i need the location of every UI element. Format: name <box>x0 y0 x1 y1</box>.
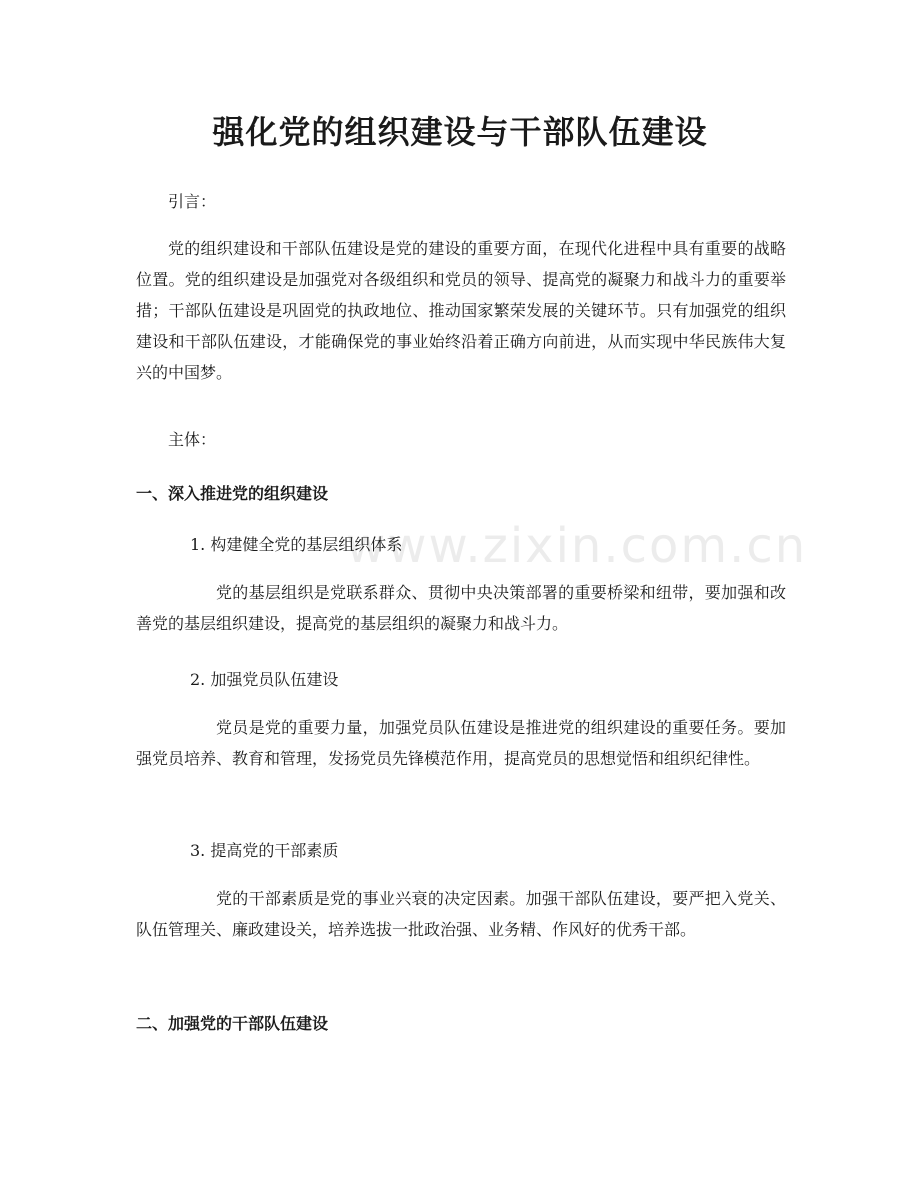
document-title: 强化党的组织建设与干部队伍建设 <box>212 113 708 151</box>
body-label: 主体： <box>168 430 217 449</box>
section-2-heading: 二、加强党的干部队伍建设 <box>136 1014 329 1033</box>
section-1-heading: 一、深入推进党的组织建设 <box>136 484 329 503</box>
intro-label: 引言： <box>168 192 217 211</box>
section-1-item-2-title: 2. 加强党员队伍建设 <box>190 670 339 689</box>
section-1-item-1-title: 1. 构建健全党的基层组织体系 <box>190 535 403 554</box>
section-1-item-2-text: 党员是党的重要力量，加强党员队伍建设是推进党的组织建设的重要任务。要加强党员培养、教育和管理，发扬党员先锋模范作用，提高党员的思想觉悟和组织纪律性。 <box>136 718 786 768</box>
section-1-item-3-text: 党的干部素质是党的事业兴衰的决定因素。加强干部队伍建设，要严把入党关、队伍管理关、廉政建设关，培养选拔一批政治强、业务精、作风好的优秀干部。 <box>136 889 786 939</box>
intro-paragraph: 党的组织建设和干部队伍建设是党的建设的重要方面，在现代化进程中具有重要的战略位置。党的组织建设是加强党对各级组织和党员的领导、提高党的凝聚力和战斗力的重要举措；干部队伍建设是巩固党的执政地位、推动国家繁荣发展的关键环节。只有加强党的组织建设和干部队伍建设，才能确保党的事业始终沿着正确方向前进，从而实现中华民族伟大复兴的中国梦。 <box>136 239 786 382</box>
watermark: www.zixin.com.cn <box>346 518 808 574</box>
section-1-item-3-title: 3. 提高党的干部素质 <box>190 841 339 860</box>
section-1-item-1-text: 党的基层组织是党联系群众、贯彻中央决策部署的重要桥梁和纽带，要加强和改善党的基层组织建设，提高党的基层组织的凝聚力和战斗力。 <box>136 583 786 633</box>
